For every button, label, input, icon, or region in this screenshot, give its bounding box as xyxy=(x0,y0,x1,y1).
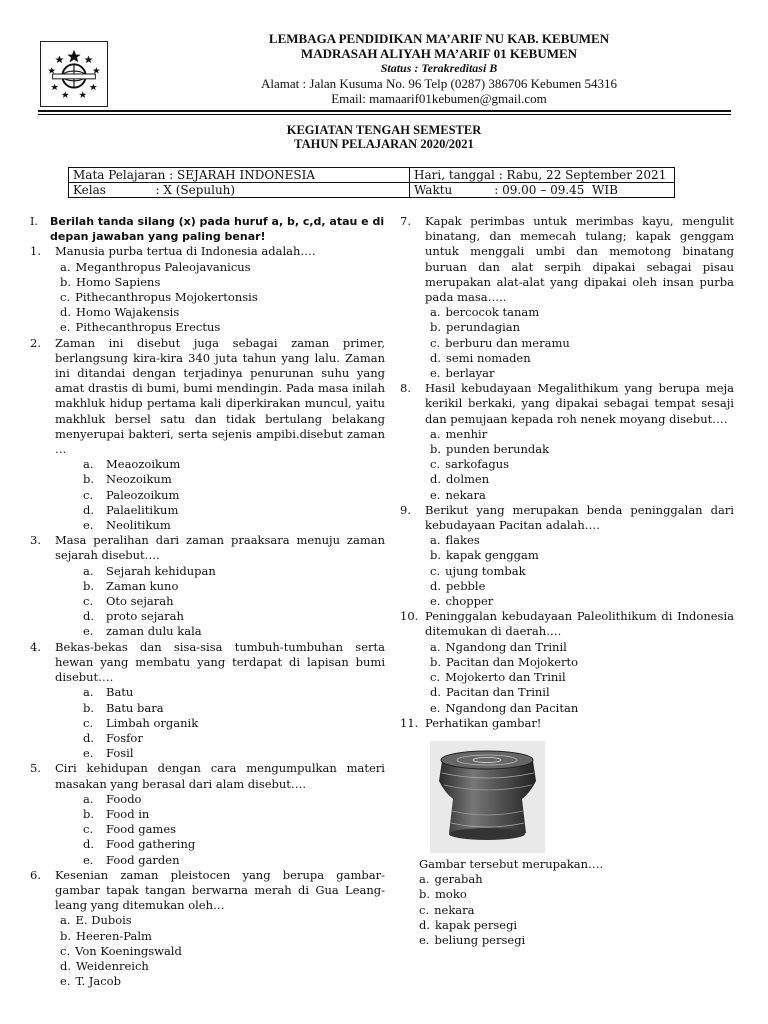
option-letter: a. xyxy=(83,791,94,806)
answer-option xyxy=(30,701,385,716)
option-text: berlayar xyxy=(445,366,495,381)
option-text: Food gathering xyxy=(106,837,196,852)
question-3 xyxy=(30,533,385,639)
question-row xyxy=(400,214,734,305)
answer-option xyxy=(400,548,734,563)
question-row xyxy=(400,503,734,533)
option-text: ujung tombak xyxy=(445,563,526,578)
option-letter: a. xyxy=(430,533,441,548)
option-letter: e. xyxy=(419,932,430,947)
subject-cell: Mata Pelajaran : SEJARAH INDONESIA xyxy=(69,168,410,183)
option-letter: a. xyxy=(83,457,94,472)
instruction-text: Berilah tanda silang (x) pada huruf a, b, c,d, atau e di depan jawaban yang paling benar! xyxy=(50,215,385,244)
option-text: kapak genggam xyxy=(446,548,539,563)
option-text: Homo Sapiens xyxy=(76,274,161,289)
answer-option xyxy=(400,533,734,548)
option-text: T. Jacob xyxy=(75,974,121,989)
option-letter: a. xyxy=(430,305,441,320)
school-address: Alamat : Jalan Kusuma No. 96 Telp (0287) 386706 Kebumen 54316 xyxy=(261,76,617,91)
question-5 xyxy=(30,761,385,867)
option-text: Food games xyxy=(106,822,177,837)
question-number: 7. xyxy=(400,214,411,228)
option-letter: e. xyxy=(83,518,94,533)
question-4 xyxy=(30,640,385,762)
option-letter: d. xyxy=(430,472,442,487)
time-cell: Waktu : 09.00 – 09.45 WIB xyxy=(410,183,675,198)
option-text: bercocok tanam xyxy=(445,305,540,320)
option-letter: d. xyxy=(83,837,95,852)
option-letter: e. xyxy=(430,487,441,502)
option-text: Fosil xyxy=(106,746,134,761)
school-email: Email: mamaarif01kebumen@gmail.com xyxy=(331,91,547,106)
answer-option xyxy=(400,670,734,685)
nekara-photo xyxy=(430,741,545,853)
option-letter: b. xyxy=(419,887,431,902)
answer-option xyxy=(419,903,734,918)
question-row xyxy=(30,761,385,791)
option-text: dolmen xyxy=(446,472,490,487)
option-text: Batu xyxy=(106,685,134,700)
option-text: Palaelitikum xyxy=(106,502,179,517)
question-text: Kapak perimbas untuk merimbas kayu, mengulit binatang, dan memecah tulang; kapak genggam untuk menggali umbi dan memotong binatang buruan dan alat serpih dipakai sebagai pisau merupakan alat-alat yang dipakai oleh insan purba pada masa….. xyxy=(425,214,734,305)
option-letter: e. xyxy=(430,366,441,381)
option-text: Meganthropus Paleojavanicus xyxy=(75,259,251,274)
question-7 xyxy=(400,214,734,381)
option-text: Paleozoikum xyxy=(106,487,180,502)
option-letter: c. xyxy=(83,594,94,609)
question-9 xyxy=(400,503,734,609)
question-number: 11. xyxy=(400,715,419,730)
option-letter: c. xyxy=(83,715,94,730)
option-text: proto sejarah xyxy=(106,609,184,624)
option-letter: d. xyxy=(60,305,72,320)
option-letter: e. xyxy=(60,320,71,335)
option-letter: e. xyxy=(83,746,94,761)
option-letter: c. xyxy=(430,563,441,578)
option-letter: d. xyxy=(83,730,95,745)
school-name: MADRASAH ALIYAH MA’ARIF 01 KEBUMEN xyxy=(300,46,578,61)
option-letter: a. xyxy=(430,639,441,654)
answer-option xyxy=(30,853,385,868)
option-text: Neozoikum xyxy=(106,472,172,487)
answer-option xyxy=(400,701,734,716)
answer-option xyxy=(400,655,734,670)
question-10 xyxy=(400,609,734,715)
question-text: Kesenian zaman pleistocen yang berupa gambar-gambar tapak tangan berwarna merah di Gua Leang-leang yang ditemukan oleh… xyxy=(55,867,385,913)
option-letter: d. xyxy=(83,502,95,517)
answer-option xyxy=(400,640,734,655)
option-text: Oto sejarah xyxy=(106,594,174,609)
answer-option xyxy=(30,457,385,472)
question-number: 9. xyxy=(400,502,411,517)
option-text: chopper xyxy=(445,594,494,609)
option-text: Pacitan dan Trinil xyxy=(446,685,550,700)
answer-option xyxy=(30,822,385,837)
option-letter: b. xyxy=(430,320,442,335)
question-row xyxy=(30,244,385,259)
answer-option xyxy=(400,685,734,700)
answer-option xyxy=(30,472,385,487)
option-letter: d. xyxy=(430,578,442,593)
option-letter: e. xyxy=(83,624,94,639)
question-row xyxy=(400,381,734,427)
answer-option xyxy=(400,457,734,472)
answer-option xyxy=(30,275,385,290)
option-text: Pithecanthropus Mojokertonsis xyxy=(75,290,258,305)
option-letter: b. xyxy=(83,806,95,821)
answer-option xyxy=(30,944,385,959)
answer-option xyxy=(30,488,385,503)
answer-option xyxy=(30,518,385,533)
answer-option xyxy=(400,594,734,609)
option-text: Heeren-Palm xyxy=(76,928,152,943)
answer-option xyxy=(30,959,385,974)
question-text: Perhatikan gambar! xyxy=(425,715,542,730)
question-2 xyxy=(30,336,385,534)
option-text: Batu bara xyxy=(106,700,164,715)
question-text: Bekas-bekas dan sisa-sisa tumbuh-tumbuhan serta hewan yang membatu yang terdapat di lapisan bumi disebut…. xyxy=(55,639,385,685)
option-letter: b. xyxy=(83,578,95,593)
question-text: Berikut yang merupakan benda peninggalan dari kebudayaan Pacitan adalah…. xyxy=(425,502,734,533)
option-letter: d. xyxy=(419,917,431,932)
answer-option xyxy=(419,887,734,902)
option-letter: b. xyxy=(60,274,72,289)
question-number: 1. xyxy=(30,244,41,259)
question-text: Ciri kehidupan dengan cara mengumpulkan materi masakan yang berasal dari alam disebut…. xyxy=(55,761,385,791)
question-text: Peninggalan kebudayaan Paleolithikum di Indonesia ditemukan di daerah…. xyxy=(425,609,734,639)
option-text: Sejarah kehidupan xyxy=(106,563,216,578)
option-letter: b. xyxy=(83,472,95,487)
header-divider-thick xyxy=(38,110,731,112)
option-letter: b. xyxy=(430,548,442,563)
answer-option xyxy=(30,731,385,746)
answer-option xyxy=(30,594,385,609)
option-text: pebble xyxy=(446,578,486,593)
answer-option xyxy=(30,609,385,624)
image-question-body xyxy=(400,857,734,948)
option-text: kapak persegi xyxy=(435,917,518,932)
answer-option xyxy=(30,974,385,989)
option-letter: a. xyxy=(419,872,430,887)
header-divider-thin xyxy=(38,114,731,115)
option-text: Meaozoikum xyxy=(106,457,181,472)
answer-option xyxy=(30,685,385,700)
date-cell: Hari, tanggal : Rabu, 22 September 2021 xyxy=(410,168,675,183)
option-letter: a. xyxy=(83,685,94,700)
option-letter: d. xyxy=(430,685,442,700)
option-text: menhir xyxy=(445,426,488,441)
question-row xyxy=(30,533,385,563)
institution-name: LEMBAGA PENDIDIKAN MA’ARIF NU KAB. KEBUMEN xyxy=(268,31,610,46)
question-row xyxy=(30,868,385,914)
exam-title: KEGIATAN TENGAH SEMESTER xyxy=(286,123,482,137)
option-text: semi nomaden xyxy=(446,350,531,365)
option-text: Ngandong dan Trinil xyxy=(445,639,567,654)
option-letter: b. xyxy=(60,928,72,943)
school-logo xyxy=(40,41,108,107)
option-letter: a. xyxy=(83,563,94,578)
option-text: berburu dan meramu xyxy=(445,335,570,350)
question-row xyxy=(30,640,385,686)
answer-option xyxy=(400,351,734,366)
option-letter: e. xyxy=(430,594,441,609)
option-text: sarkofagus xyxy=(445,457,510,472)
option-text: Foodo xyxy=(106,791,142,806)
option-text: Homo Wajakensis xyxy=(76,305,180,320)
question-row xyxy=(400,716,734,731)
class-cell: Kelas : X (Sepuluh) xyxy=(69,183,410,198)
answer-option xyxy=(30,564,385,579)
option-letter: c. xyxy=(419,902,430,917)
option-letter: c. xyxy=(60,290,71,305)
question-6 xyxy=(30,868,385,990)
answer-option xyxy=(419,918,734,933)
option-text: punden berundak xyxy=(446,442,550,457)
option-text: Von Koeningswald xyxy=(75,943,182,958)
question-row xyxy=(400,609,734,639)
image-caption: Gambar tersebut merupakan…. xyxy=(419,856,604,871)
option-text: Mojokerto dan Trinil xyxy=(445,670,566,685)
option-text: zaman dulu kala xyxy=(106,624,202,639)
option-letter: b. xyxy=(83,700,95,715)
option-letter: e. xyxy=(83,852,94,867)
option-text: flakes xyxy=(445,533,480,548)
option-text: Food garden xyxy=(106,852,180,867)
answer-option xyxy=(419,872,734,887)
option-letter: e. xyxy=(430,700,441,715)
option-letter: c. xyxy=(83,822,94,837)
left-column xyxy=(30,214,385,989)
answer-option xyxy=(400,488,734,503)
question-number: 3. xyxy=(30,533,41,548)
option-text: E. Dubois xyxy=(75,913,132,928)
answer-option xyxy=(419,933,734,948)
answer-option xyxy=(400,366,734,381)
answer-option xyxy=(30,837,385,852)
option-letter: b. xyxy=(430,654,442,669)
answer-option xyxy=(30,913,385,928)
answer-option xyxy=(30,929,385,944)
question-number: 4. xyxy=(30,639,41,654)
section-numeral: I. xyxy=(30,215,38,228)
question-number: 8. xyxy=(400,381,411,396)
option-letter: c. xyxy=(83,487,94,502)
answer-option xyxy=(400,427,734,442)
answer-option xyxy=(30,716,385,731)
question-text: Masa peralihan dari zaman praaksara menuju zaman sejarah disebut…. xyxy=(55,533,385,563)
question-number: 5. xyxy=(30,761,41,776)
option-text: Pithecanthropus Erectus xyxy=(75,320,221,335)
option-letter: c. xyxy=(430,670,441,685)
option-text: Weidenreich xyxy=(76,958,149,973)
answer-option xyxy=(400,472,734,487)
option-text: Pacitan dan Mojokerto xyxy=(446,654,579,669)
option-text: moko xyxy=(435,887,467,902)
question-11 xyxy=(400,716,734,948)
option-text: nekara xyxy=(445,487,486,502)
option-text: Ngandong dan Pacitan xyxy=(445,700,579,715)
option-letter: c. xyxy=(430,457,441,472)
option-text: beliung persegi xyxy=(434,932,526,947)
answer-option xyxy=(30,746,385,761)
question-row xyxy=(30,336,385,458)
option-letter: a. xyxy=(60,913,71,928)
exam-info-table xyxy=(68,167,675,198)
question-text: Manusia purba tertua di Indonesia adalah…. xyxy=(55,244,316,259)
answer-option xyxy=(30,260,385,275)
answer-option xyxy=(30,290,385,305)
option-letter: a. xyxy=(60,259,71,274)
option-text: gerabah xyxy=(434,872,483,887)
question-1 xyxy=(30,244,385,335)
option-text: Limbah organik xyxy=(106,715,199,730)
section-instruction xyxy=(30,214,385,244)
option-letter: a. xyxy=(430,426,441,441)
option-letter: c. xyxy=(430,335,441,350)
option-letter: b. xyxy=(430,442,442,457)
exam-year: TAHUN PELAJARAN 2020/2021 xyxy=(294,137,474,151)
answer-option xyxy=(30,624,385,639)
option-letter: d. xyxy=(60,958,72,973)
answer-option xyxy=(400,579,734,594)
right-column xyxy=(400,214,734,948)
option-letter: d. xyxy=(430,350,442,365)
question-number: 10. xyxy=(400,609,419,624)
answer-option xyxy=(30,503,385,518)
option-letter: c. xyxy=(60,943,71,958)
question-number: 2. xyxy=(30,335,41,350)
nu-emblem-icon xyxy=(41,42,107,106)
option-text: Zaman kuno xyxy=(106,578,179,593)
question-text: Hasil kebudayaan Megalithikum yang berupa meja kerikil berkaki, yang dipakai sebagai tempat sesaji dan pemujaan kepada roh nenek moyang disebut…. xyxy=(425,381,734,426)
option-text: Neolitikum xyxy=(106,518,171,533)
question-text: Zaman ini disebut juga sebagai zaman primer, berlangsung kira-kira 340 juta tahun yang lalu. Zaman ini ditandai dengan terjadinya penurunan suhu yang amat drastis di bumi, bumi mendingin. Pada masa inilah makhluk hidup pertama kali diperkirakan muncul, yaitu makhluk bersel satu dan tidak bertulang belakang menyerupai bakteri, serta sejenis ampibi.disebut zaman … xyxy=(55,335,385,457)
answer-option xyxy=(400,336,734,351)
answer-option xyxy=(30,807,385,822)
question-8 xyxy=(400,381,734,503)
accreditation-status: Status : Terakreditasi B xyxy=(380,61,498,75)
option-text: nekara xyxy=(434,902,475,917)
answer-option xyxy=(400,305,734,320)
answer-option xyxy=(400,442,734,457)
option-letter: e. xyxy=(60,974,71,989)
question-number: 6. xyxy=(30,867,41,882)
answer-option xyxy=(30,579,385,594)
option-text: perundagian xyxy=(446,320,521,335)
option-text: Fosfor xyxy=(106,730,143,745)
answer-option xyxy=(400,564,734,579)
option-letter: d. xyxy=(83,609,95,624)
answer-option xyxy=(30,320,385,335)
answer-option xyxy=(30,792,385,807)
answer-option xyxy=(400,320,734,335)
option-text: Food in xyxy=(106,806,150,821)
answer-option xyxy=(30,305,385,320)
